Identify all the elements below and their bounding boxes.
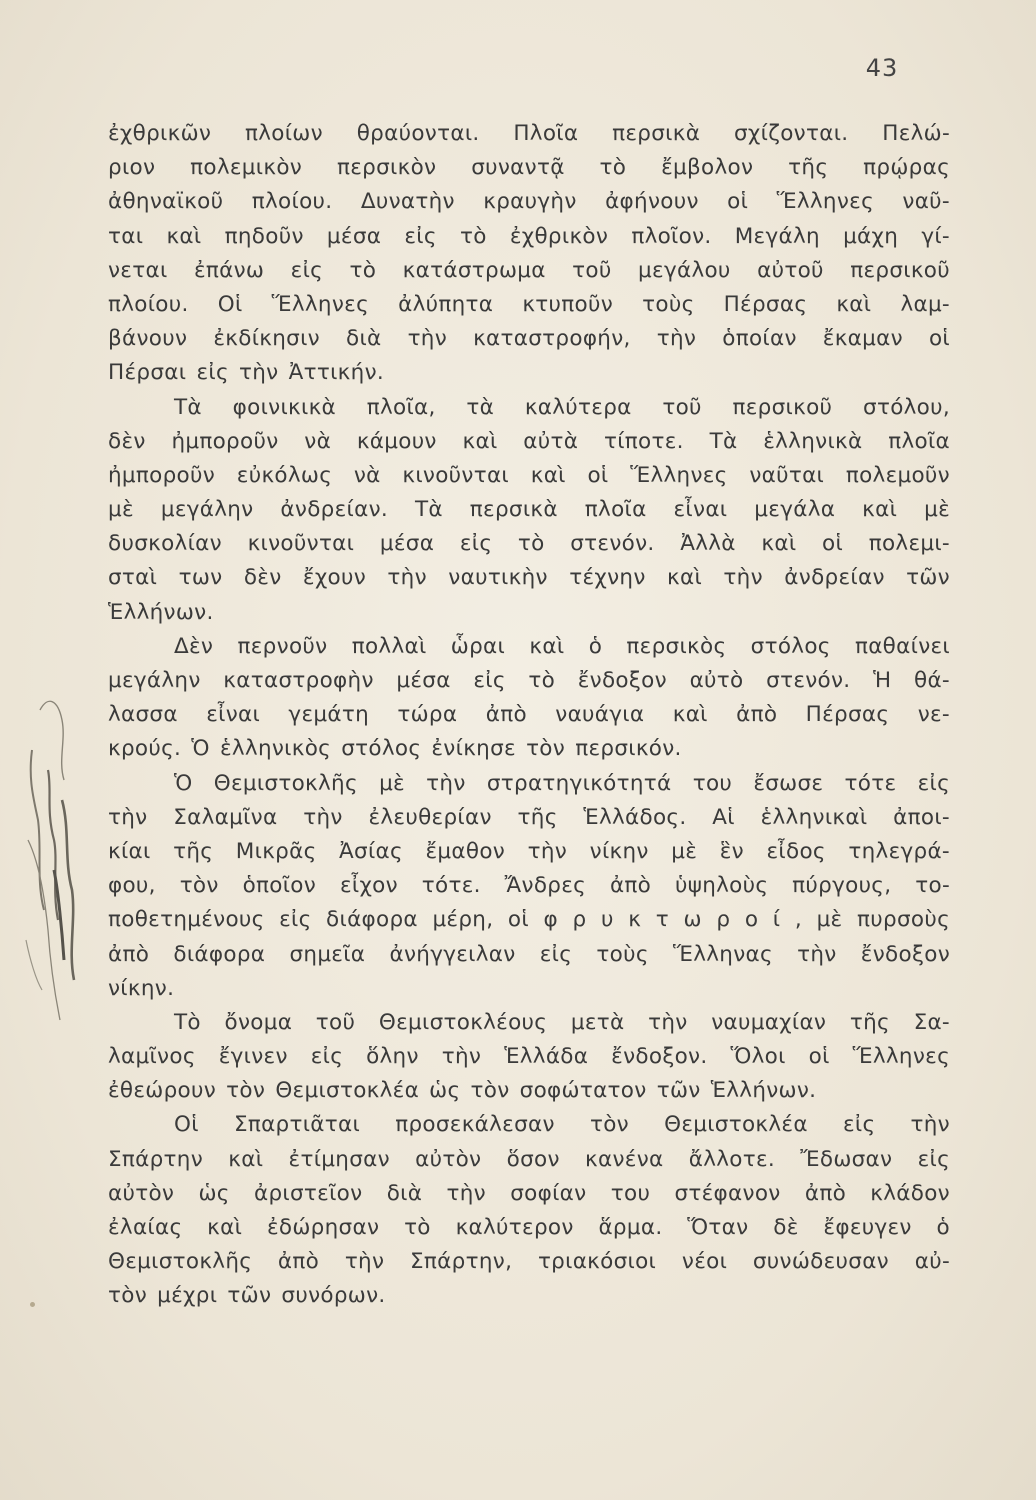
text-line — [108, 117, 950, 151]
text-line-content: ποθετημένους εἰς διάφορα μέρη, οἱ φ ρ υ κ τ ω ρ ο ί , μὲ πυρσοὺς — [108, 907, 950, 933]
text-line-content: δὲν ἠμποροῦν νὰ κάμουν καὶ αὐτὰ τίποτε. Τὰ ἑλληνικὰ πλοῖα — [108, 428, 950, 454]
page-number: 43 — [865, 54, 899, 82]
text-line-content: λασσα εἶναι γεμάτη τώρα ἀπὸ ναυάγια καὶ ἀπὸ Πέρσας νε- — [108, 702, 950, 728]
text-line — [108, 835, 950, 869]
text-line — [108, 1006, 950, 1040]
text-line — [108, 972, 950, 1006]
text-line — [108, 1040, 950, 1074]
text-line-content: Τὸ ὄνομα τοῦ Θεμιστοκλέους μετὰ τὴν ναυμαχίαν τῆς Σα- — [174, 1009, 950, 1035]
text-line-content: μεγάλην καταστροφὴν μέσα εἰς τὸ ἔνδοξον αὐτὸ στενόν. Ἡ θά- — [108, 668, 950, 693]
body-text — [108, 117, 950, 1314]
text-line-content: δυσκολίαν κινοῦνται μέσα εἰς τὸ στενόν. Ἀλλὰ καὶ οἱ πολεμι- — [108, 531, 950, 557]
text-line-content: Πέρσαι εἰς τὴν Ἀττικήν. — [108, 360, 385, 386]
text-line-content: Ὁ Θεμιστοκλῆς μὲ τὴν στρατηγικότητά του ἔσωσε τότε εἰς — [174, 770, 950, 796]
text-line — [108, 356, 950, 390]
text-line-content: τὴν Σαλαμῖνα τὴν ἐλευθερίαν τῆς Ἑλλάδος. Αἱ ἑλληνικαὶ ἀποι- — [108, 804, 950, 830]
text-line — [108, 664, 950, 698]
text-line-content: ἐλαίας καὶ ἐδώρησαν τὸ καλύτερον ἅρμα. Ὅταν δὲ ἔφευγεν ὁ — [108, 1215, 950, 1240]
paper-speck — [30, 1302, 35, 1307]
text-line — [108, 1245, 950, 1279]
text-line-content: κρούς. Ὁ ἑλληνικὸς στόλος ἐνίκησε τὸν περσικόν. — [108, 736, 682, 762]
text-line — [108, 1177, 950, 1211]
text-line — [108, 698, 950, 732]
text-line — [108, 938, 950, 972]
text-line-content: Οἱ Σπαρτιᾶται προσεκάλεσαν τὸν Θεμιστοκλέα εἰς τὴν — [174, 1112, 950, 1138]
text-line-content: ται καὶ πηδοῦν μέσα εἰς τὸ ἐχθρικὸν πλοῖον. Μεγάλη μάχη γί- — [108, 223, 950, 249]
text-line — [108, 1074, 950, 1108]
text-line-content: σταὶ των δὲν ἔχουν τὴν ναυτικὴν τέχνην καὶ τὴν ἀνδρείαν τῶν — [108, 565, 950, 591]
text-line — [108, 801, 950, 835]
text-line-content: Ἑλλήνων. — [108, 599, 214, 625]
text-line-content: φου, τὸν ὁποῖον εἶχον τότε. Ἄνδρες ἀπὸ ὑψηλοὺς πύργους, το- — [108, 873, 950, 899]
text-line — [108, 151, 950, 185]
text-line — [108, 322, 950, 356]
text-line — [108, 1143, 950, 1177]
text-line-content: ἐχθρικῶν πλοίων θραύονται. Πλοῖα περσικὰ σχίζονται. Πελώ- — [108, 121, 950, 146]
text-line-content: Δὲν περνοῦν πολλαὶ ὧραι καὶ ὁ περσικὸς στόλος παθαίνει — [174, 633, 950, 659]
text-line-content: ἐθεώρουν τὸν Θεμιστοκλέα ὡς τὸν σοφώτατον τῶν Ἑλλήνων. — [108, 1078, 817, 1104]
text-line — [108, 903, 950, 937]
text-line-content: Τὰ φοινικικὰ πλοῖα, τὰ καλύτερα τοῦ περσικοῦ στόλου, — [174, 394, 950, 420]
text-line-content: ἠμποροῦν εὐκόλως νὰ κινοῦνται καὶ οἱ Ἕλληνες ναῦται πολεμοῦν — [108, 462, 950, 488]
text-line — [108, 391, 950, 425]
text-line — [108, 767, 950, 801]
text-line-content: μὲ μεγάλην ἀνδρείαν. Τὰ περσικὰ πλοῖα εἶναι μεγάλα καὶ μὲ — [108, 497, 950, 523]
text-line — [108, 185, 950, 219]
text-line-content: ριον πολεμικὸν περσικὸν συναντᾷ τὸ ἔμβολον τῆς πρῴρας — [108, 155, 950, 181]
text-line-content: λαμῖνος ἔγινεν εἰς ὅλην τὴν Ἑλλάδα ἔνδοξον. Ὅλοι οἱ Ἕλληνες — [108, 1044, 950, 1070]
text-line-content: πλοίου. Οἱ Ἕλληνες ἀλύπητα κτυποῦν τοὺς Πέρσας καὶ λαμ- — [108, 291, 950, 317]
text-line — [108, 1279, 950, 1313]
text-line-content: νεται ἐπάνω εἰς τὸ κατάστρωμα τοῦ μεγάλου αὐτοῦ περσικοῦ — [108, 257, 950, 283]
text-line — [108, 425, 950, 459]
text-line — [108, 493, 950, 527]
pencil-margin-mark-icon — [18, 690, 88, 1040]
text-line — [108, 596, 950, 630]
text-line — [108, 1211, 950, 1245]
text-line — [108, 527, 950, 561]
text-line — [108, 288, 950, 322]
text-line-content: ἀθηναϊκοῦ πλοίου. Δυνατὴν κραυγὴν ἀφήνουν οἱ Ἕλληνες ναῦ- — [108, 189, 950, 215]
text-line — [108, 561, 950, 595]
text-line — [108, 220, 950, 254]
text-line — [108, 869, 950, 903]
text-line — [108, 459, 950, 493]
text-line-content: αὐτὸν ὡς ἀριστεῖον διὰ τὴν σοφίαν του στέφανον ἀπὸ κλάδον — [108, 1180, 950, 1206]
text-line-content: Θεμιστοκλῆς ἀπὸ τὴν Σπάρτην, τριακόσιοι νέοι συνώδευσαν αὐ- — [108, 1249, 950, 1275]
text-line-content: βάνουν ἐκδίκησιν διὰ τὴν καταστροφήν, τὴν ὁποίαν ἔκαμαν οἱ — [108, 326, 950, 352]
text-line-content: νίκην. — [108, 975, 175, 1001]
text-line-content: τὸν μέχρι τῶν συνόρων. — [108, 1283, 386, 1309]
text-line-content: κίαι τῆς Μικρᾶς Ἀσίας ἔμαθον τὴν νίκην μὲ ἓν εἶδος τηλεγρά- — [108, 838, 950, 864]
text-line — [108, 254, 950, 288]
text-line — [108, 1108, 950, 1142]
text-line — [108, 630, 950, 664]
text-line-content: ἀπὸ διάφορα σημεῖα ἀνήγγειλαν εἰς τοὺς Ἕλληνας τὴν ἔνδοξον — [108, 941, 950, 967]
text-line — [108, 732, 950, 766]
text-line-content: Σπάρτην καὶ ἐτίμησαν αὐτὸν ὅσον κανένα ἄλλοτε. Ἔδωσαν εἰς — [108, 1146, 950, 1172]
